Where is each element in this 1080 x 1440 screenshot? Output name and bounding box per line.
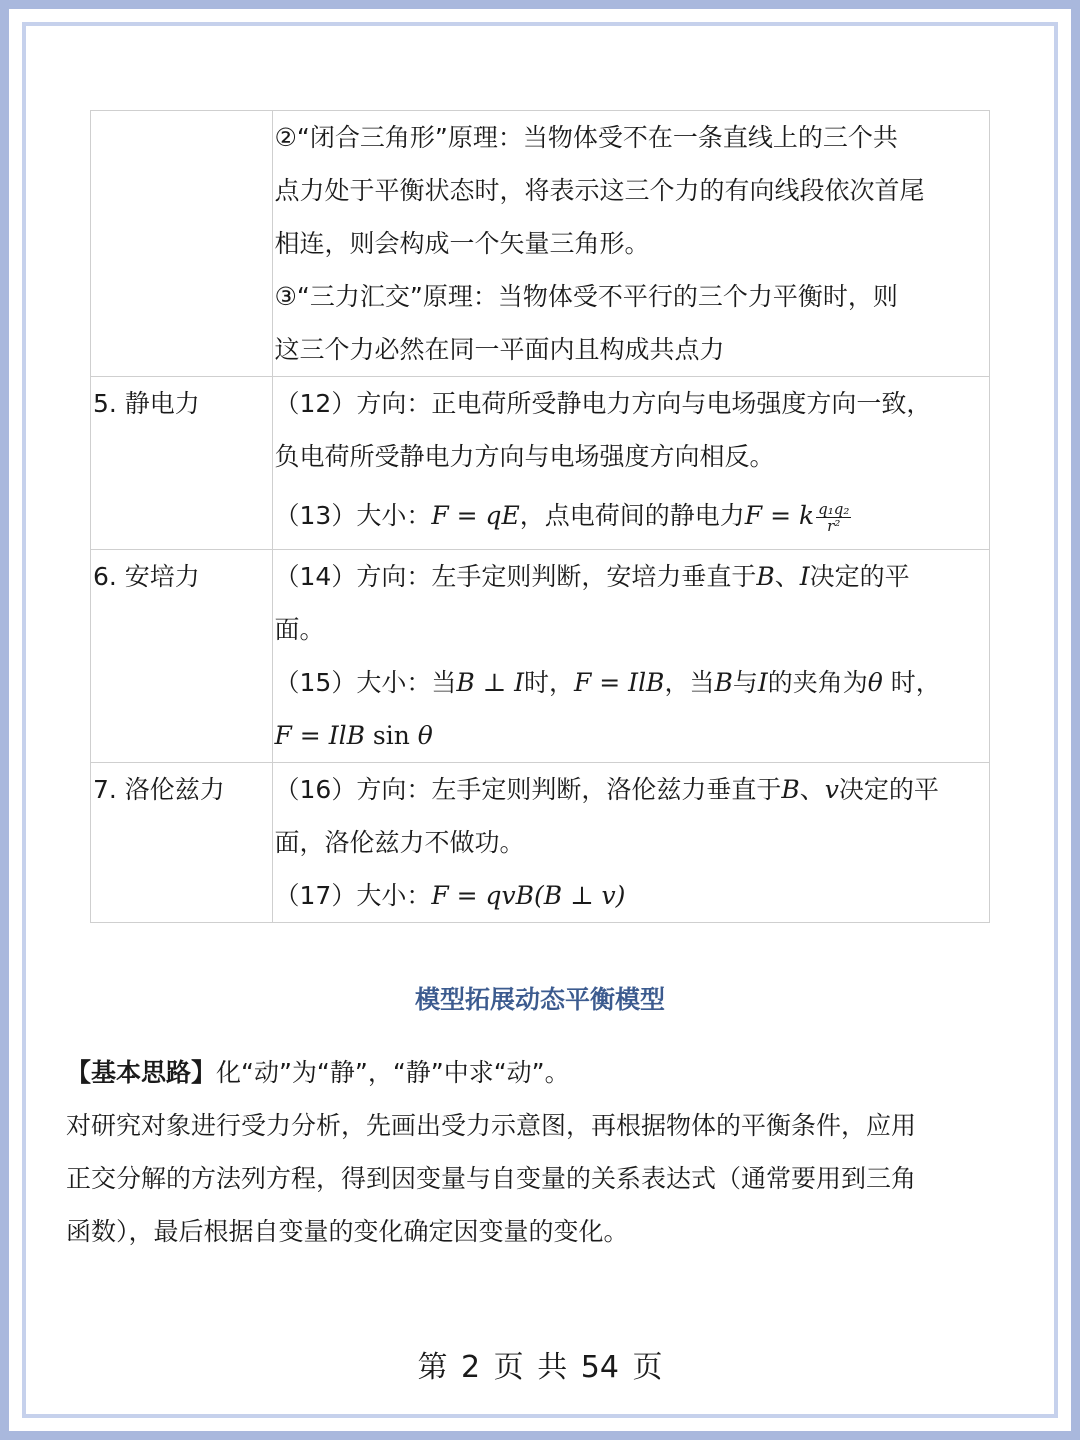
desc-line — [275, 763, 987, 816]
variable: v — [824, 775, 839, 804]
force-name: 6. 安培力 — [93, 562, 200, 591]
desc-line: ③“三力汇交”原理：当物体受不平行的三个力平衡时，则 — [274, 282, 898, 311]
text: 与 — [732, 668, 758, 697]
formula: F = IlB — [274, 721, 365, 750]
variable: B — [756, 562, 775, 591]
variable: θ — [417, 721, 433, 750]
idea-text: 化“动”为“静”，“静”中求“动”。 — [216, 1058, 570, 1087]
table-row — [91, 111, 990, 377]
formula: F = k — [744, 501, 815, 530]
text: ，点电荷间的静电力 — [519, 501, 745, 530]
text: 决定的平 — [809, 562, 910, 591]
formula: F = IlB — [574, 668, 665, 697]
fraction-numerator: q₁q₂ — [818, 499, 850, 518]
formula: F = qvB(B ⊥ v) — [431, 881, 626, 910]
variable: θ — [867, 668, 883, 697]
force-desc-cell — [272, 763, 989, 923]
desc-line: 这三个力必然在同一平面内且构成共点力 — [274, 335, 725, 364]
text: 、 — [799, 775, 825, 804]
force-name: 5. 静电力 — [93, 389, 200, 418]
text: （16）方向：左手定则判断，洛伦兹力垂直于 — [274, 775, 782, 804]
desc-line — [275, 550, 987, 603]
desc-line — [275, 483, 987, 549]
variable: B — [781, 775, 800, 804]
desc-line — [275, 656, 987, 709]
variable: I — [757, 668, 768, 697]
text: 时， — [882, 668, 941, 697]
force-name-cell — [91, 763, 273, 923]
knowledge-table — [90, 110, 990, 923]
variable: B — [714, 668, 733, 697]
desc-line: （12）方向：正电荷所受静电力方向与电场强度方向一致， — [274, 389, 932, 418]
text: （17）大小： — [274, 881, 432, 910]
sin-text: sin — [364, 721, 418, 750]
table-row — [91, 763, 990, 923]
text: ，当 — [664, 668, 715, 697]
formula: F = qE — [431, 501, 520, 530]
desc-line: 面。 — [274, 615, 325, 644]
paragraph-line: 函数），最后根据自变量的变化确定因变量的变化。 — [66, 1217, 629, 1246]
force-desc-cell — [272, 377, 989, 550]
desc-line: ②“闭合三角形”原理：当物体受不在一条直线上的三个共 — [274, 123, 898, 152]
table-row — [91, 377, 990, 550]
force-desc-cell — [272, 550, 989, 763]
fraction — [816, 501, 851, 534]
paragraph-line: 正交分解的方法列方程，得到因变量与自变量的关系表达式（通常要用到三角 — [66, 1164, 917, 1193]
force-name: 7. 洛伦兹力 — [93, 775, 225, 804]
text: 的夹角为 — [767, 668, 868, 697]
force-name — [93, 111, 270, 164]
force-name-cell — [91, 377, 273, 550]
text: 时， — [523, 668, 574, 697]
desc-line: 点力处于平衡状态时，将表示这三个力的有向线段依次首尾 — [274, 176, 925, 205]
variable: I — [799, 562, 810, 591]
fraction-denominator: r² — [827, 516, 841, 535]
section-title: 模型拓展动态平衡模型 — [414, 985, 665, 1014]
force-name-cell — [91, 111, 273, 377]
desc-line — [275, 709, 987, 762]
force-name-cell — [91, 550, 273, 763]
page-number: 第 2 页 共 54 页 — [417, 1350, 663, 1385]
desc-line — [275, 869, 987, 922]
idea-line — [66, 1046, 996, 1099]
formula: B ⊥ I — [456, 668, 524, 697]
text: （15）大小：当 — [274, 668, 457, 697]
text: （13）大小： — [274, 501, 432, 530]
desc-line: 负电荷所受静电力方向与电场强度方向相反。 — [274, 442, 775, 471]
body-text — [66, 1046, 996, 1258]
text: 、 — [774, 562, 800, 591]
table-row — [91, 550, 990, 763]
paragraph-line: 对研究对象进行受力分析，先画出受力示意图，再根据物体的平衡条件，应用 — [66, 1111, 917, 1140]
text: 决定的平 — [838, 775, 939, 804]
desc-line: 相连，则会构成一个矢量三角形。 — [274, 229, 650, 258]
desc-line: 面，洛伦兹力不做功。 — [274, 828, 525, 857]
idea-label: 【基本思路】 — [66, 1058, 217, 1087]
text: （14）方向：左手定则判断，安培力垂直于 — [274, 562, 757, 591]
force-desc-cell — [272, 111, 989, 377]
